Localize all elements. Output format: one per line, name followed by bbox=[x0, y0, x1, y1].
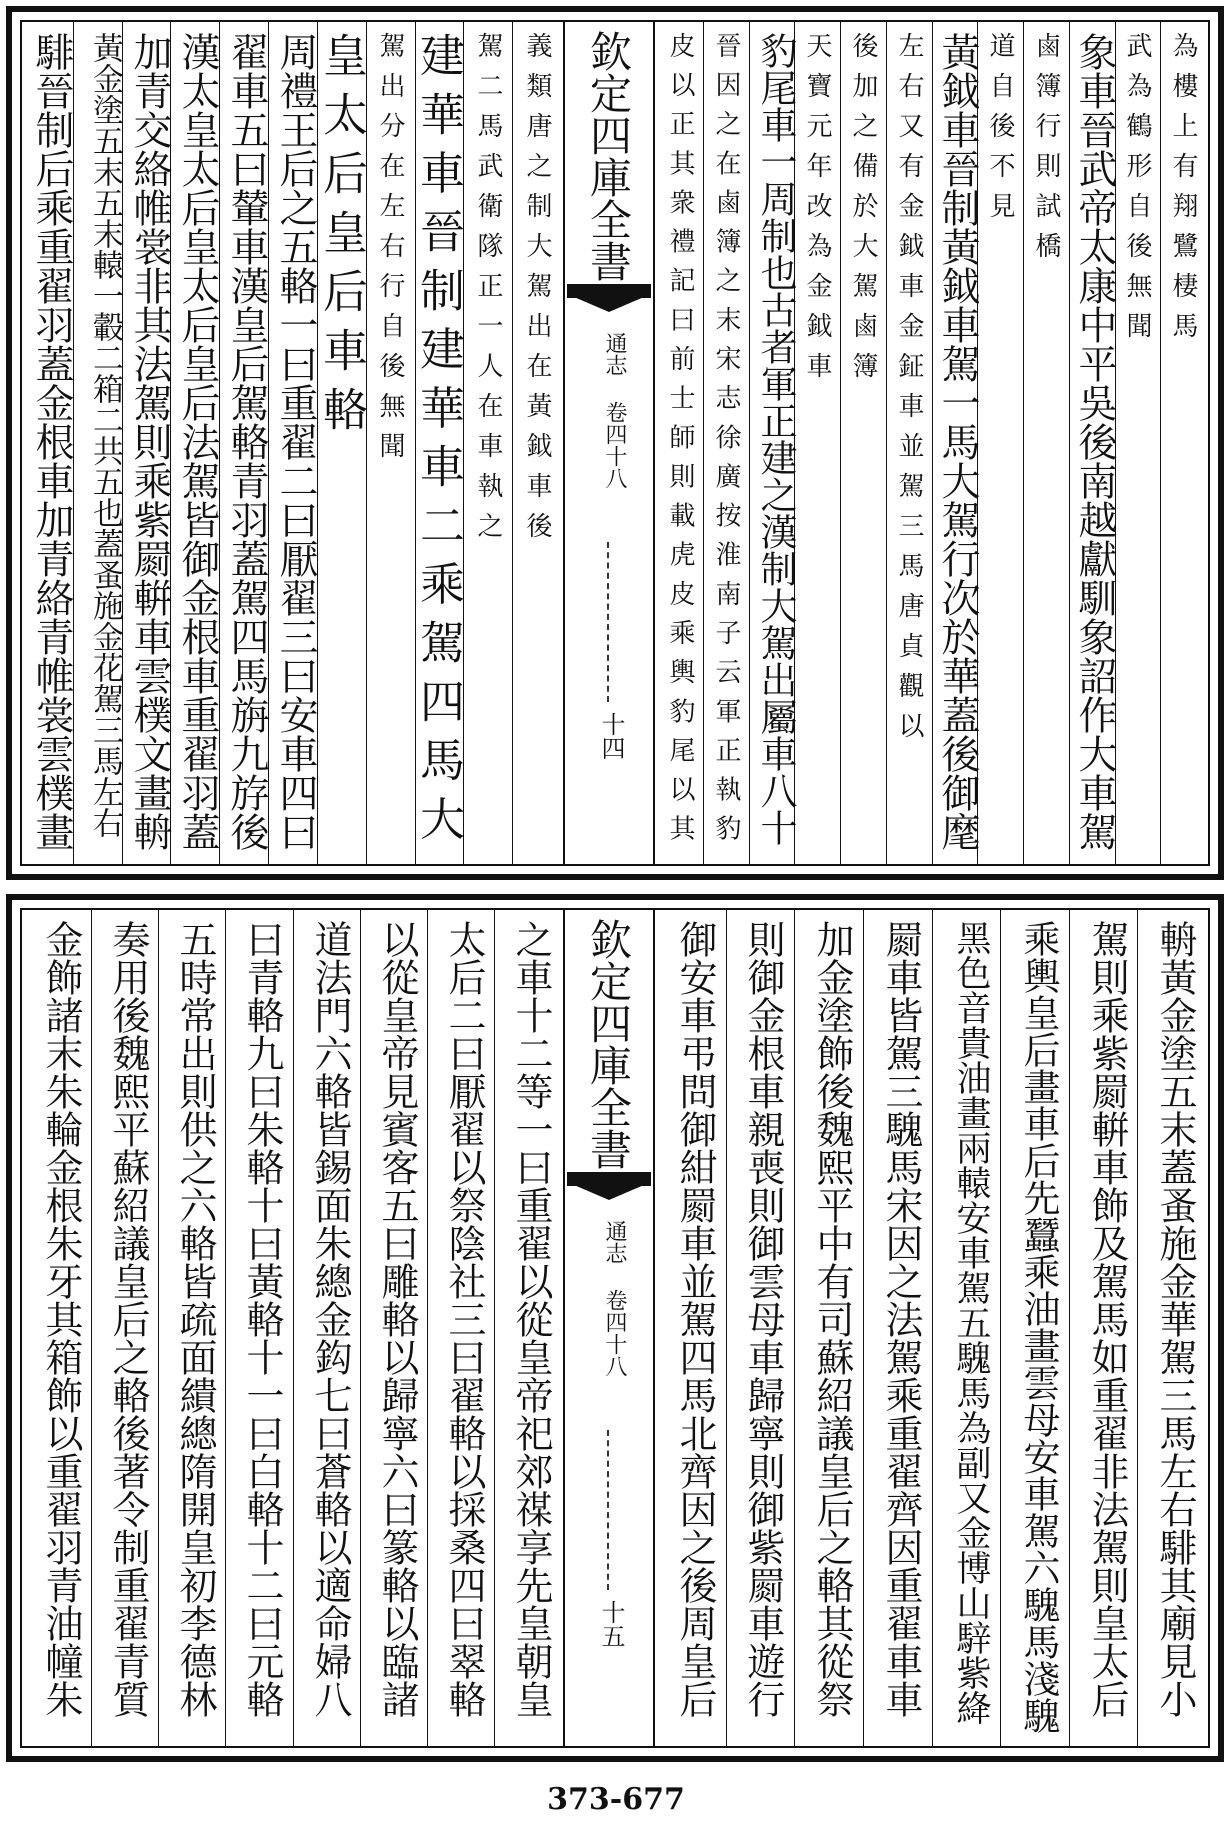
text-column: 象車晉武帝太康中平吳後南越獻馴象詔作大車駕 bbox=[1072, 32, 1117, 851]
text-column: 奏用後魏熙平蘇紹議皇后之輅後著令制重翟青質 bbox=[106, 920, 150, 1718]
column-rule bbox=[360, 910, 361, 1746]
column-rule bbox=[726, 910, 727, 1746]
text-column: 加金塗飾後魏熙平中有司蘇紹議皇后之輅其從祭 bbox=[810, 920, 854, 1718]
text-column: 黃鉞車晉制黃鉞車駕一馬大駕行次於華蓋後御麾 bbox=[935, 32, 980, 851]
column-rule bbox=[415, 22, 416, 864]
bottom-page bbox=[6, 894, 1224, 1762]
text-column: 太后二曰厭翟以祭陰社三曰翟輅以採桑四曰翠輅 bbox=[442, 920, 486, 1718]
annotation-column: 皮以正其衆禮記曰前士師則載虎皮乘輿豹尾以其 bbox=[665, 32, 695, 854]
text-column: 金飾諸末朱輪金根朱牙其箱飾以重翟羽青油幢朱 bbox=[39, 920, 83, 1718]
text-column: 以從皇帝見賓客五曰雕輅以歸寧六曰篆輅以臨諸 bbox=[375, 920, 419, 1718]
center-fold-band bbox=[563, 22, 655, 864]
text-column: 加青交絡帷裳非其法駕則乘紫罽輧車雲樸文畫輈 bbox=[127, 32, 172, 851]
top-page bbox=[6, 6, 1224, 880]
column-rule bbox=[886, 22, 887, 864]
text-column: 御安車弔問御紺罽車並駕四馬北齊因之後周皇后 bbox=[673, 920, 717, 1718]
top-page-frame bbox=[20, 20, 1210, 866]
column-rule bbox=[512, 22, 513, 864]
column-rule bbox=[703, 22, 704, 864]
text-column: 建華車晉制建華車二乘駕四馬大 bbox=[412, 32, 465, 854]
text-column: 罽車皆駕三騩馬宋因之法駕乘重翟齊因重翟車車 bbox=[879, 920, 923, 1718]
page-number: 十四 bbox=[597, 712, 625, 760]
annotation-column: 後加之備於大駕鹵簿 bbox=[848, 32, 878, 392]
annotation-column: 駕出分在左右行自後無聞 bbox=[375, 32, 405, 472]
column-rule bbox=[1160, 22, 1161, 864]
page-code: 373-677 bbox=[547, 1782, 685, 1817]
text-column: 道法門六輅皆錫面朱總金鈎七曰蒼輅以適命婦八 bbox=[308, 920, 352, 1718]
column-rule bbox=[1069, 910, 1070, 1746]
annotation-column: 駕二馬武衛隊正一人在車執之 bbox=[473, 32, 503, 552]
column-rule bbox=[293, 910, 294, 1746]
column-rule bbox=[427, 910, 428, 1746]
center-fold-band bbox=[563, 910, 655, 1746]
column-rule bbox=[225, 910, 226, 1746]
text-column: 之車十二等一曰重翟以從皇帝祀郊禖享先皇朝皇 bbox=[509, 920, 553, 1718]
book-title: 欽定四庫全書 bbox=[584, 30, 633, 282]
column-rule bbox=[932, 22, 933, 864]
text-column: 豹尾車一周制也古者軍正建之漢制大駕出屬車八十 bbox=[754, 32, 797, 846]
text-column: 五時常出則供之六輅皆疏面繢總隋開皇初李德林 bbox=[173, 920, 217, 1718]
annotation-column: 為樓上有翔鷺棲馬 bbox=[1168, 32, 1198, 352]
column-rule bbox=[1000, 910, 1001, 1746]
volume-label: 通志 卷四十八 bbox=[602, 1220, 627, 1377]
annotation-column: 左右又有金鉞車金鉦車並駕三馬唐貞觀以 bbox=[894, 32, 924, 752]
column-rule bbox=[749, 22, 750, 864]
text-column: 黑色音貴油畫兩轅安車駕五騩馬為副又金博山騂紫絳 bbox=[951, 920, 991, 1725]
page-number: 十五 bbox=[597, 1600, 625, 1648]
column-rule bbox=[158, 910, 159, 1746]
column-rule bbox=[1137, 910, 1138, 1746]
annotation-column: 義類唐之制大駕出在黃鉞車後 bbox=[522, 32, 552, 552]
column-rule bbox=[932, 910, 933, 1746]
column-rule bbox=[91, 910, 92, 1746]
book-title: 欽定四庫全書 bbox=[584, 918, 633, 1170]
annotation-column: 鹵簿行則試橋 bbox=[1031, 32, 1061, 272]
column-rule bbox=[840, 22, 841, 864]
text-column: 輈黃金塗五末蓋蚤施金華駕三馬左右騑其廟見小 bbox=[1153, 920, 1197, 1718]
text-column: 曰青輅九曰朱輅十曰黃輅十一曰白輅十二曰元輅 bbox=[240, 920, 284, 1718]
text-column: 皇太后皇后車輅 bbox=[315, 32, 368, 445]
annotation-column: 晉因之在鹵簿之末宋志徐廣按淮南子云軍正執豹 bbox=[711, 32, 741, 854]
column-rule bbox=[494, 910, 495, 1746]
text-column: 翟車五曰輦車漢皇后駕輅青羽蓋駕四馬旃九斿後 bbox=[224, 32, 269, 851]
fish-tail-mark-icon bbox=[567, 1172, 651, 1202]
text-column: 則御金根車親喪則御雲母車歸寧則御紫罽車遊行 bbox=[741, 920, 785, 1718]
column-rule bbox=[1023, 22, 1024, 864]
annotation-column: 道自後不見 bbox=[985, 32, 1015, 232]
text-column: 黃金塗五末五末轅一轂二箱二共五也蓋蚤施金花駕三馬左右 bbox=[87, 32, 123, 838]
column-rule bbox=[863, 910, 864, 1746]
bottom-page-frame bbox=[20, 908, 1210, 1748]
text-column: 騑晉制后乘重翟羽蓋金根車加青絡青帷裳雲樸畫 bbox=[29, 32, 74, 851]
center-dashed-line bbox=[607, 542, 609, 702]
text-column: 乘輿皇后畫車后先蠶乘油畫雲母安車駕六騩馬淺騩 bbox=[1017, 920, 1060, 1734]
column-rule bbox=[794, 910, 795, 1746]
annotation-column: 武為鶴形自後無聞 bbox=[1122, 32, 1152, 352]
fish-tail-mark-icon bbox=[567, 284, 651, 314]
center-dashed-line bbox=[607, 1430, 609, 1590]
annotation-column: 天寶元年改為金鉞車 bbox=[802, 32, 832, 392]
text-column: 漢太皇太后皇太后皇后法駕皆御金根車重翟羽蓋 bbox=[175, 32, 220, 851]
volume-label: 通志 卷四十八 bbox=[602, 332, 627, 489]
text-column: 駕則乘紫罽輧車飾及駕馬如重翟非法駕則皇太后 bbox=[1085, 920, 1129, 1718]
text-column: 周禮王后之五輅一曰重翟二曰厭翟三曰安車四曰 bbox=[273, 32, 318, 851]
column-rule bbox=[1069, 22, 1070, 864]
